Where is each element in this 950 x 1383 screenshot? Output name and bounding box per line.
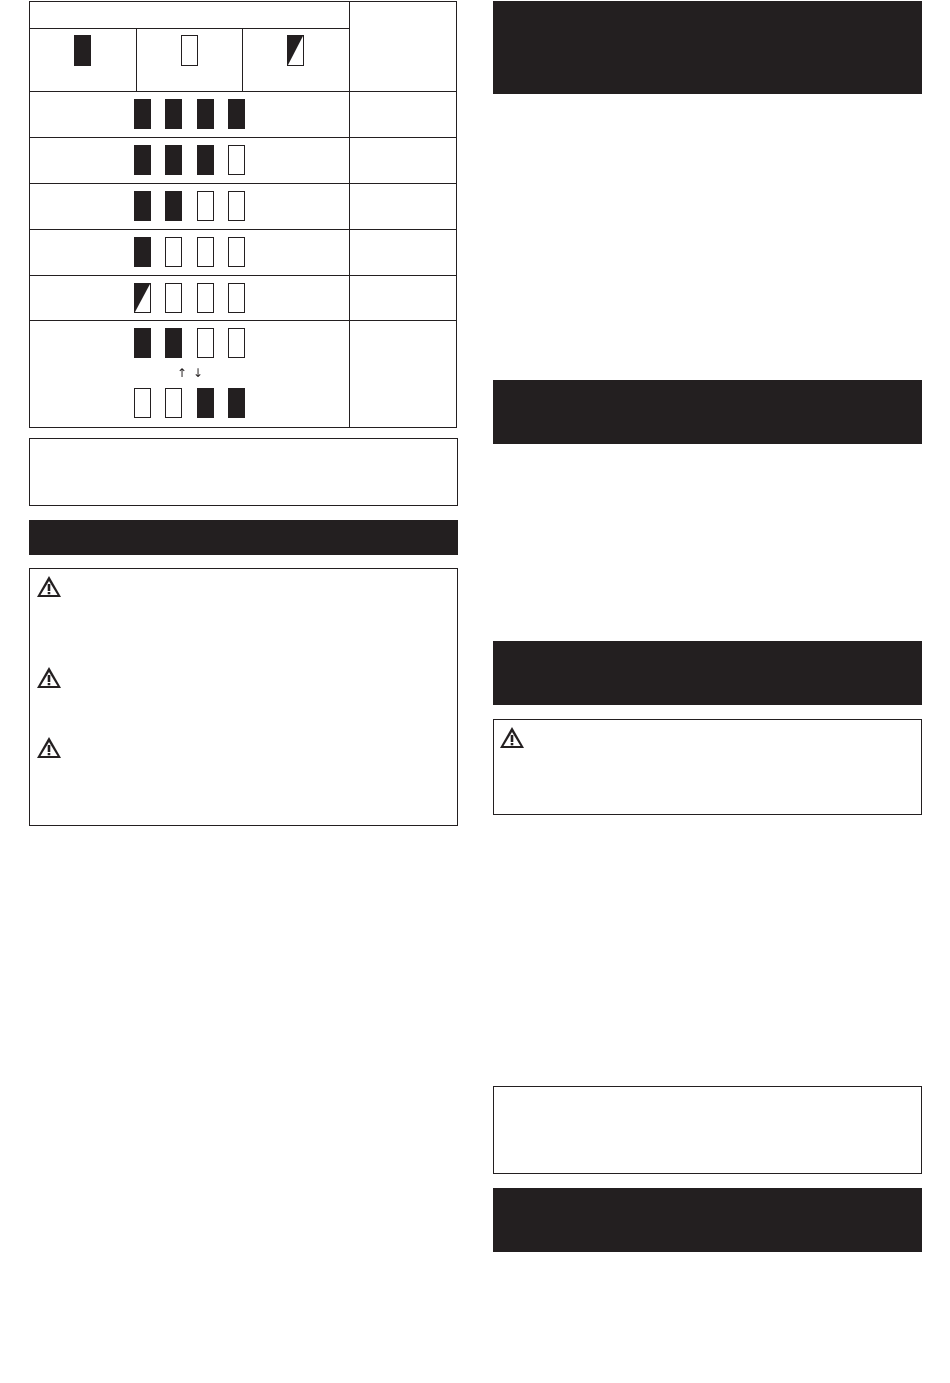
- table-rule: [30, 320, 457, 321]
- lamp-off-icon: [228, 328, 245, 358]
- lamp-off-icon: [181, 35, 198, 66]
- table-rule: [136, 28, 137, 91]
- lamp-lit-icon: [134, 145, 151, 175]
- lamp-lit-icon: [165, 191, 182, 221]
- section-heading-bar: [493, 380, 922, 444]
- lamp-off-icon: [228, 191, 245, 221]
- note-box: [29, 438, 458, 506]
- section-heading-bar: [493, 1188, 922, 1252]
- lamp-off-icon: [197, 191, 214, 221]
- lamp-blinking-icon: [134, 283, 151, 313]
- table-rule: [30, 28, 350, 29]
- lamp-blinking-icon: [287, 35, 304, 66]
- section-heading-bar: [29, 520, 458, 555]
- lamp-lit-icon: [134, 237, 151, 267]
- table-rule: [30, 229, 457, 230]
- lamp-off-icon: [134, 388, 151, 418]
- lamp-off-icon: [165, 283, 182, 313]
- table-rule: [349, 2, 350, 427]
- lamp-lit-icon: [165, 145, 182, 175]
- lamp-lit-icon: [197, 145, 214, 175]
- lamp-lit-icon: [228, 99, 245, 129]
- table-rule: [30, 183, 457, 184]
- lamp-off-icon: [228, 145, 245, 175]
- arrow-up-icon: ↑: [177, 366, 188, 380]
- lamp-lit-icon: [197, 99, 214, 129]
- arrow-down-icon: ↓: [193, 366, 204, 380]
- lamp-lit-icon: [165, 328, 182, 358]
- lamp-lit-icon: [74, 35, 91, 66]
- lamp-lit-icon: [134, 191, 151, 221]
- table-rule: [30, 137, 457, 138]
- table-rule: [30, 275, 457, 276]
- warning-triangle-icon: [36, 666, 62, 689]
- warning-triangle-icon: [36, 575, 62, 598]
- caution-box: [29, 568, 458, 826]
- caution-box: [493, 719, 922, 815]
- lamp-off-icon: [197, 328, 214, 358]
- lamp-off-icon: [228, 283, 245, 313]
- table-rule: [242, 28, 243, 91]
- lamp-off-icon: [228, 237, 245, 267]
- section-heading-bar: [493, 641, 922, 705]
- lamp-lit-icon: [134, 99, 151, 129]
- section-heading-bar: [493, 1, 922, 94]
- lamp-off-icon: [165, 388, 182, 418]
- lamp-off-icon: [165, 237, 182, 267]
- lamp-lit-icon: [134, 328, 151, 358]
- table-rule: [30, 91, 457, 92]
- lamp-lit-icon: [228, 388, 245, 418]
- lamp-lit-icon: [197, 388, 214, 418]
- warning-triangle-icon: [36, 736, 62, 759]
- warning-triangle-icon: [499, 726, 525, 749]
- lamp-off-icon: [197, 283, 214, 313]
- note-box: [493, 1086, 922, 1174]
- lamp-off-icon: [197, 237, 214, 267]
- lamp-lit-icon: [165, 99, 182, 129]
